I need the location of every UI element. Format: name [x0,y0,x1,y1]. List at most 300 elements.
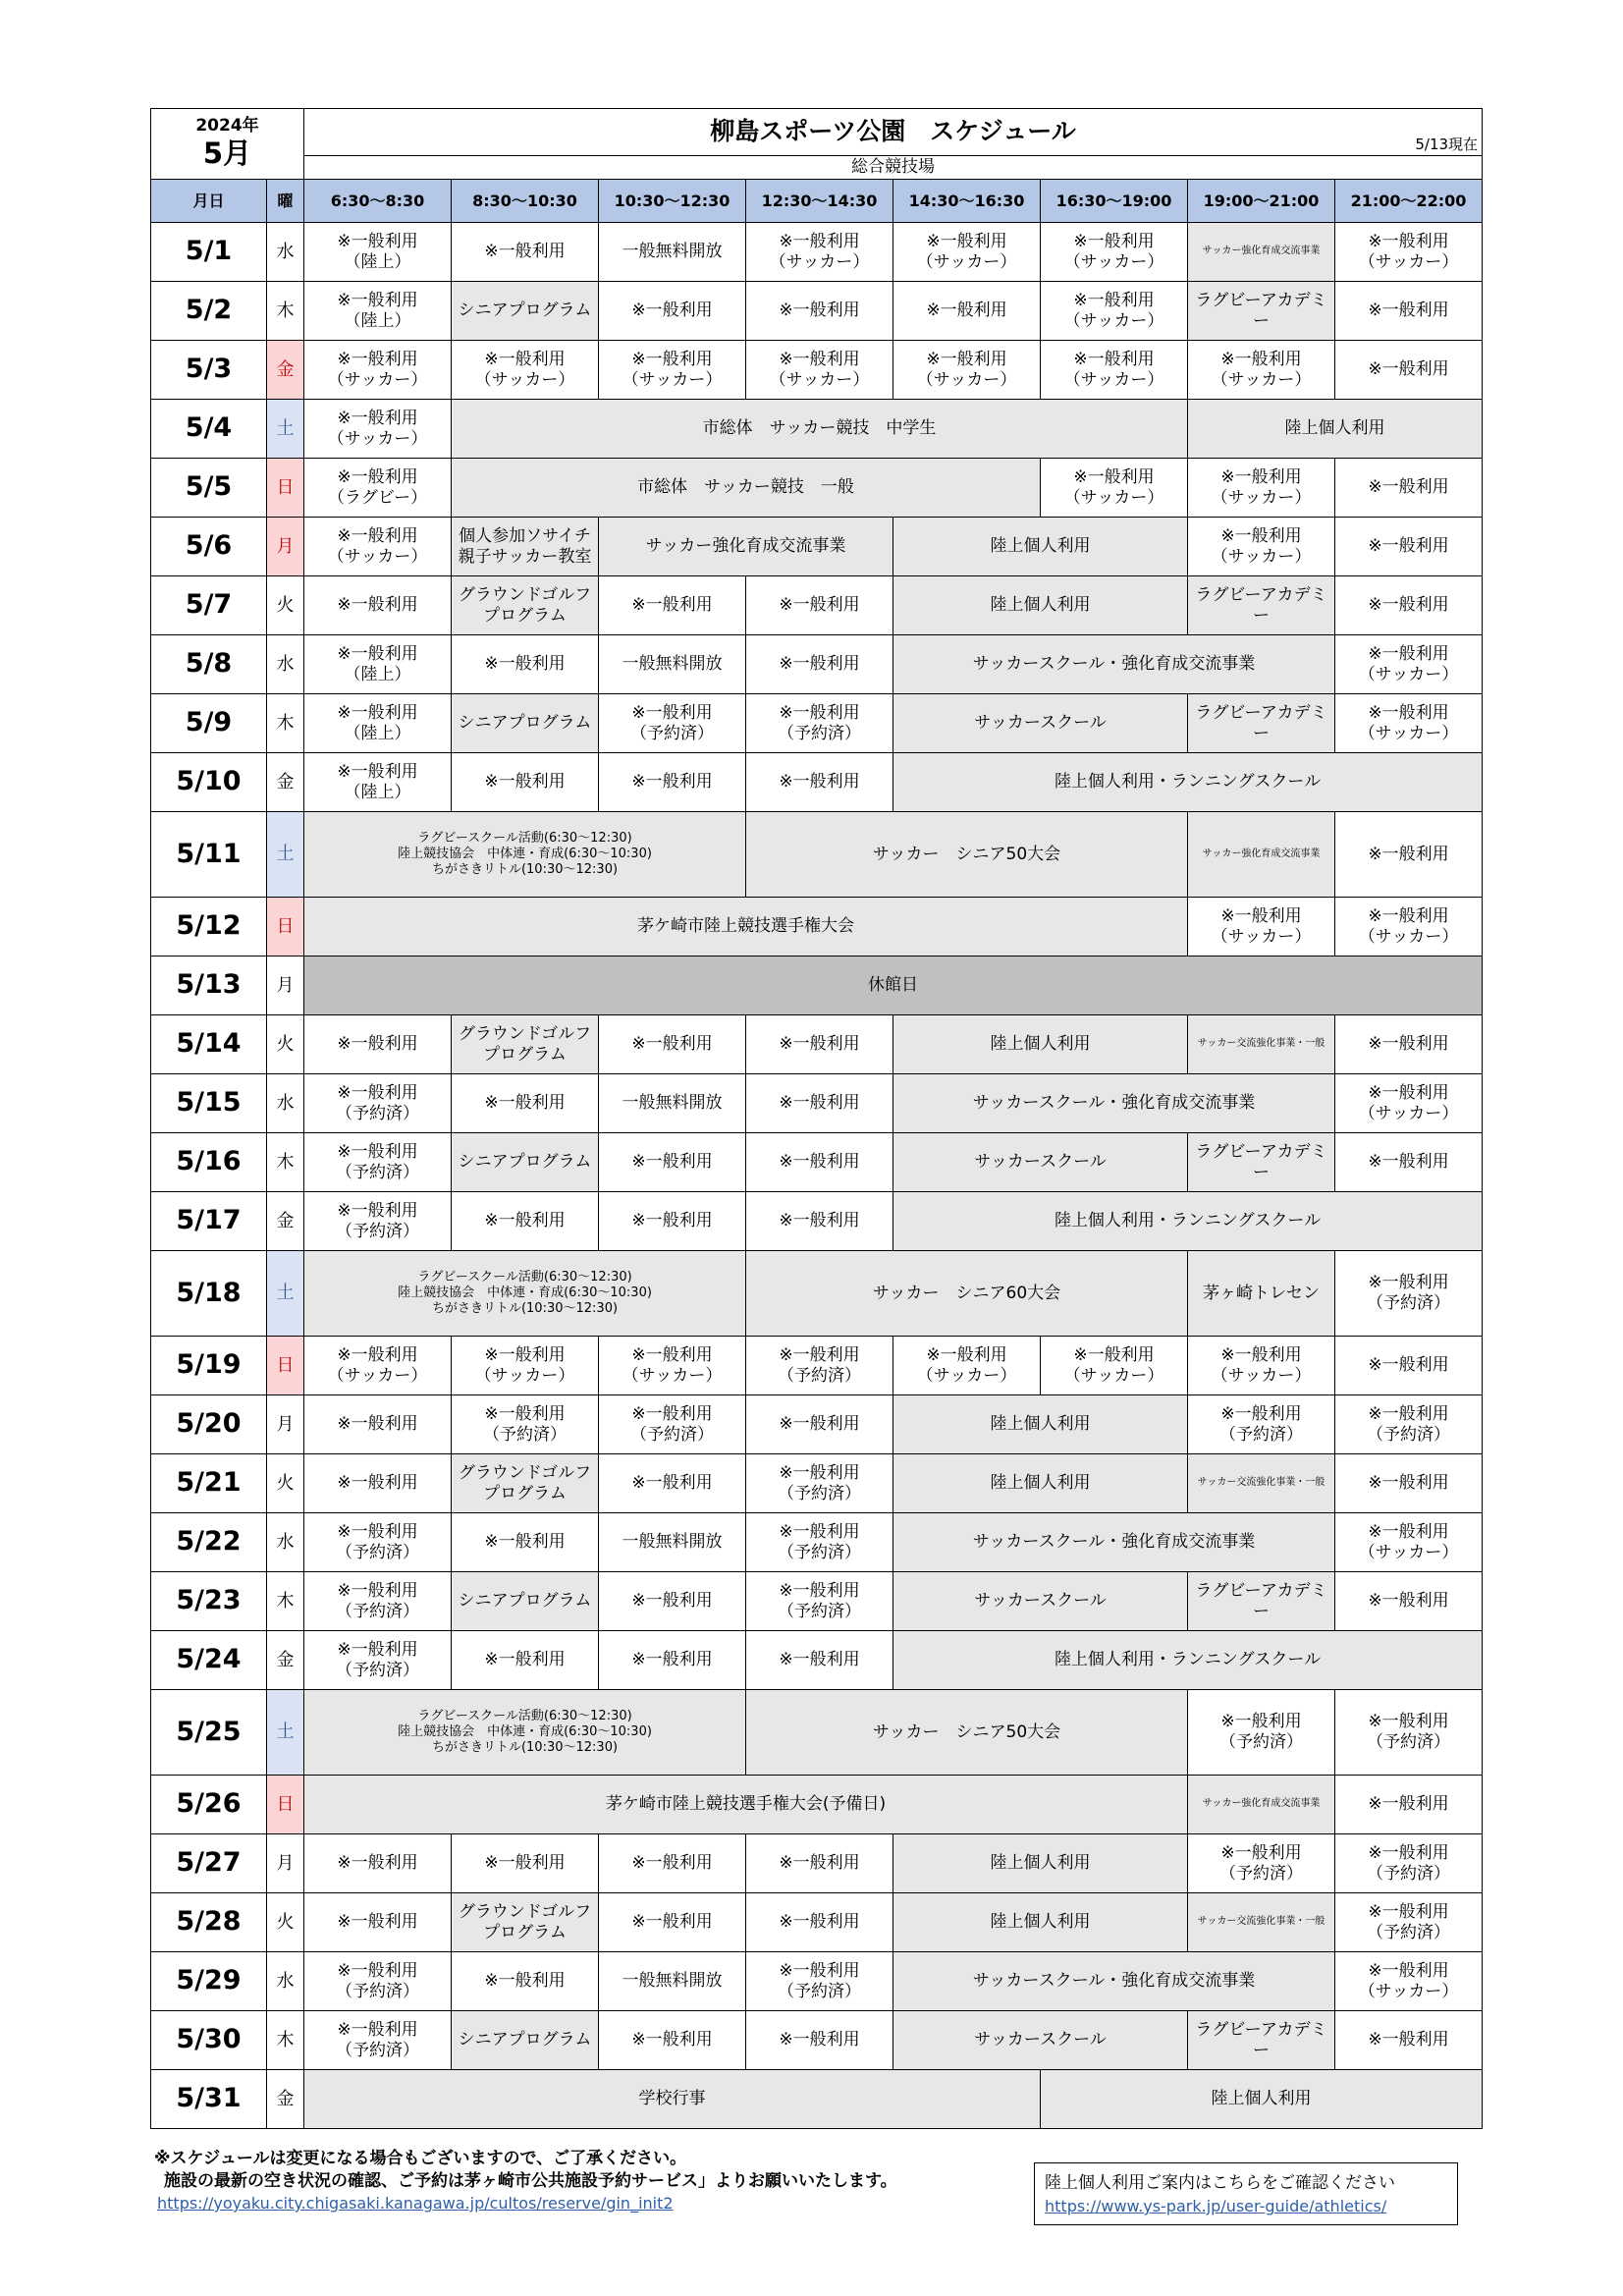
schedule-cell [599,1395,746,1454]
schedule-cell-text: ※一般利用 [779,1152,860,1173]
page-title: 柳島スポーツ公園 スケジュール [710,117,1076,146]
schedule-cell-text: シニアプログラム [458,1152,592,1173]
schedule-cell-text: サッカー強化育成交流事業 [645,536,846,557]
schedule-cell [452,1133,599,1192]
schedule-cell-text: ※一般利用 [631,772,713,793]
title-row [151,109,1483,156]
schedule-cell-text: ※一般利用 [779,2030,860,2050]
day-row [151,341,1483,400]
as-of-date: 5/13現在 [1415,135,1479,153]
schedule-cell [452,1395,599,1454]
day-weekday: 土 [267,812,304,898]
schedule-cell-text: ラグビーアカデミー [1195,1580,1327,1621]
schedule-cell-text: ※一般利用 （陸上） [337,231,418,272]
schedule-cell-text: グラウンドゴルフ プログラム [458,1023,592,1065]
day-row [151,1454,1483,1513]
schedule-cell [893,1395,1188,1454]
schedule-cell-text: ※一般利用 [1368,1355,1449,1376]
schedule-cell [304,223,452,282]
schedule-cell-text: ※一般利用 （予約済） [1367,1842,1451,1884]
schedule-cell-text: ※一般利用 [779,1211,860,1231]
schedule-cell [1188,694,1335,753]
schedule-cell-text: ※一般利用 [337,1034,418,1055]
schedule-cell-text: 市総体 サッカー競技 中学生 [702,418,937,439]
day-date: 5/11 [151,812,267,898]
schedule-cell-text: ※一般利用 [779,1853,860,1874]
schedule-cell-text: ※一般利用 [484,1093,566,1114]
day-weekday: 水 [267,635,304,694]
schedule-cell [746,282,893,341]
schedule-cell [304,2011,452,2070]
schedule-cell-text: ※一般利用 （サッカー） [1063,349,1164,390]
schedule-cell-text: ※一般利用 （サッカー） [1211,525,1312,567]
schedule-cell-text: ※一般利用 （予約済） [778,702,862,743]
schedule-cell-text: 学校行事 [638,2089,706,2109]
schedule-cell-text: ※一般利用 [1368,477,1449,498]
schedule-cell [1335,635,1483,694]
day-date: 5/10 [151,753,267,812]
day-row [151,1074,1483,1133]
schedule-cell [599,1454,746,1513]
schedule-cell-text: ※一般利用 [631,1211,713,1231]
schedule-cell-text: グラウンドゴルフ プログラム [458,1462,592,1503]
schedule-cell [746,1133,893,1192]
schedule-cell-text: 陸上個人利用 [990,595,1091,616]
schedule-cell-text: ラグビーアカデミー [1195,290,1327,331]
schedule-cell [452,1952,599,2011]
schedule-cell-text: ※一般利用 [337,1473,418,1494]
schedule-cell [746,1690,1188,1776]
schedule-cell-text: サッカースクール [974,2030,1107,2050]
schedule-cell-text: ※一般利用 [1368,359,1449,380]
schedule-cell-text: ※一般利用 （予約済） [1219,1712,1304,1752]
footer-note-1: ※スケジュールは変更になる場合もございますので、ご了承ください。 [154,2149,687,2168]
schedule-cell [1041,459,1188,518]
schedule-cell [1188,223,1335,282]
schedule-cell-text: ※一般利用 [484,1853,566,1874]
schedule-cell [746,1395,893,1454]
day-date: 5/19 [151,1337,267,1395]
schedule-cell [1188,459,1335,518]
day-row [151,518,1483,576]
schedule-cell-text: ※一般利用 （サッカー） [1211,466,1312,508]
schedule-cell [746,341,893,400]
schedule-cell [304,518,452,576]
schedule-cell [599,2011,746,2070]
schedule-cell [304,2070,1041,2129]
schedule-cell [893,518,1188,576]
schedule-cell-text: ※一般利用 [1368,1034,1449,1055]
day-row [151,957,1483,1015]
schedule-cell [1188,1133,1335,1192]
day-date: 5/24 [151,1631,267,1690]
schedule-cell-text: ※一般利用 [631,1034,713,1055]
day-date: 5/28 [151,1893,267,1952]
day-date: 5/16 [151,1133,267,1192]
schedule-cell-text: ※一般利用 [779,654,860,675]
schedule-cell-text: ※一般利用 [484,1971,566,1992]
day-weekday: 木 [267,1572,304,1631]
schedule-cell-text: ラグビーアカデミー [1195,702,1327,743]
schedule-cell-text: 一般無料開放 [622,1532,723,1553]
schedule-cell-text: 一般無料開放 [622,1093,723,1114]
schedule-cell [599,1893,746,1952]
day-date: 5/6 [151,518,267,576]
schedule-cell [452,282,599,341]
schedule-cell-text: ※一般利用 [1368,536,1449,557]
day-row [151,812,1483,898]
schedule-cell [893,341,1041,400]
time-slot-header: 21:00～22:00 [1335,180,1483,223]
athletics-info-box [1034,2162,1458,2225]
schedule-cell-text: サッカー シニア50大会 [872,1722,1061,1742]
schedule-cell [1188,898,1335,957]
schedule-cell-text: 陸上個人利用・ランニングスクール [1054,1650,1322,1670]
footer-note-2: 施設の最新の空き状況の確認、ご予約は茅ヶ崎市公共施設予約サービス」よりお願いいたします。 [164,2171,897,2191]
schedule-cell [746,223,893,282]
athletics-info-link[interactable]: https://www.ys-park.jp/user-guide/athletics/ [1045,2197,1387,2215]
schedule-cell-text: ※一般利用 [484,242,566,262]
schedule-cell [1335,1015,1483,1074]
schedule-cell [304,1133,452,1192]
schedule-cell-text: 陸上個人利用 [1284,418,1385,439]
schedule-cell [1188,1776,1335,1834]
schedule-cell [1188,282,1335,341]
day-weekday: 日 [267,459,304,518]
schedule-cell [893,223,1041,282]
time-slot-header: 19:00～21:00 [1188,180,1335,223]
day-weekday: 土 [267,1251,304,1337]
schedule-cell-text: 茅ヶ崎トレセン [1203,1283,1321,1303]
day-date: 5/12 [151,898,267,957]
day-weekday: 木 [267,694,304,753]
schedule-cell-text: ※一般利用 [631,2030,713,2050]
schedule-cell [304,400,452,459]
day-row [151,898,1483,957]
day-row [151,635,1483,694]
schedule-cell [599,1513,746,1572]
schedule-cell [746,1074,893,1133]
day-row [151,1952,1483,2011]
schedule-cell [893,1192,1483,1251]
day-date: 5/30 [151,2011,267,2070]
schedule-cell-text: ※一般利用 [631,1650,713,1670]
day-date: 5/8 [151,635,267,694]
schedule-cell [599,518,893,576]
schedule-cell-text: サッカースクール [974,713,1107,734]
schedule-cell-text: ラグビースクール活動(6:30～12:30) 陸上競技協会 中体連・育成(6:30～10:30) ちがさきリトル(10:30～12:30) [398,831,652,877]
schedule-cell-text: 市総体 サッカー競技 一般 [637,477,854,498]
day-row [151,1834,1483,1893]
schedule-cell-text: 個人参加ソサイチ 親子サッカー教室 [458,525,592,567]
schedule-cell [304,282,452,341]
schedule-cell-text: ※一般利用 （サッカー） [1063,466,1164,508]
schedule-cell-text: ※一般利用 （サッカー） [1211,349,1312,390]
schedule-cell-text: ※一般利用 [337,595,418,616]
schedule-cell-text: ※一般利用 （サッカー） [474,349,575,390]
schedule-cell [452,1454,599,1513]
schedule-cell [304,1074,452,1133]
schedule-cell [452,1337,599,1395]
schedule-cell-text: 陸上個人利用 [990,536,1091,557]
schedule-cell [452,223,599,282]
schedule-cell-text: ※一般利用 （予約済） [778,1580,862,1621]
day-weekday: 金 [267,1192,304,1251]
schedule-cell-text: ※一般利用 （陸上） [337,643,418,684]
schedule-cell [452,1074,599,1133]
schedule-cell-text: ※一般利用 （サッカー） [1063,231,1164,272]
schedule-cell [1335,223,1483,282]
schedule-cell [1188,1337,1335,1395]
schedule-cell-text: ※一般利用 [926,301,1007,321]
schedule-cell [1335,2011,1483,2070]
schedule-cell-text: ※一般利用 [1368,301,1449,321]
schedule-cell [304,635,452,694]
schedule-cell [1188,518,1335,576]
schedule-cell-text: 一般無料開放 [622,654,723,675]
schedule-cell [1335,1572,1483,1631]
schedule-cell-text: ラグビーアカデミー [1195,1141,1327,1182]
schedule-cell [746,1192,893,1251]
schedule-cell-text: ※一般利用 （陸上） [337,290,418,331]
day-row [151,459,1483,518]
day-date: 5/27 [151,1834,267,1893]
day-weekday: 日 [267,1337,304,1395]
title-cell [304,109,1483,156]
schedule-cell-text: ※一般利用 [631,1152,713,1173]
schedule-cell [452,518,599,576]
schedule-cell [304,1192,452,1251]
schedule-cell-text: ※一般利用 （予約済） [336,1639,420,1680]
day-weekday: 水 [267,223,304,282]
schedule-cell [452,1513,599,1572]
schedule-cell-text: ※一般利用 （予約済） [336,1082,420,1123]
schedule-cell [1335,576,1483,635]
schedule-cell [893,282,1041,341]
schedule-cell-text: ※一般利用 （サッカー） [769,349,870,390]
schedule-cell [893,1337,1041,1395]
day-row [151,576,1483,635]
schedule-cell-text: ※一般利用 [1368,1591,1449,1612]
schedule-cell [452,400,1188,459]
schedule-cell [452,1015,599,1074]
day-weekday: 月 [267,957,304,1015]
day-date: 5/29 [151,1952,267,2011]
schedule-cell [599,1834,746,1893]
schedule-cell-text: ※一般利用 [1368,1473,1449,1494]
schedule-cell [304,753,452,812]
schedule-cell [1041,223,1188,282]
schedule-cell [304,812,746,898]
schedule-cell [1335,1690,1483,1776]
schedule-cell-text: ※一般利用 [337,1853,418,1874]
schedule-cell [304,1251,746,1337]
schedule-cell-text: ※一般利用 （予約済） [778,1521,862,1562]
schedule-cell [599,282,746,341]
schedule-cell-text: ※一般利用 （サッカー） [916,231,1017,272]
schedule-cell-text: ※一般利用 （予約済） [336,1960,420,2001]
schedule-cell [304,694,452,753]
schedule-cell-text: 陸上個人利用 [990,1473,1091,1494]
schedule-cell-text: サッカー交流強化事業・一般 [1197,1038,1325,1050]
schedule-cell-text: ※一般利用 [484,654,566,675]
schedule-cell-text: グラウンドゴルフ プログラム [458,584,592,626]
day-weekday: 月 [267,518,304,576]
schedule-cell-text: サッカー交流強化事業・一般 [1197,1916,1325,1928]
schedule-cell-text: 一般無料開放 [622,1971,723,1992]
schedule-cell-text: ※一般利用 （サッカー） [1358,231,1459,272]
month-header [151,109,304,180]
schedule-cell-text: サッカー シニア50大会 [872,844,1061,864]
schedule-cell-text: ※一般利用 （サッカー） [327,349,428,390]
schedule-cell-text: シニアプログラム [458,713,592,734]
schedule-cell [599,694,746,753]
schedule-cell [1188,576,1335,635]
schedule-cell [746,1834,893,1893]
schedule-cell [599,1074,746,1133]
schedule-cell [746,1893,893,1952]
day-row [151,1572,1483,1631]
schedule-cell-text: 陸上個人利用 [990,1414,1091,1435]
schedule-cell [304,1631,452,1690]
schedule-cell [893,1631,1483,1690]
time-slot-header: 8:30～10:30 [452,180,599,223]
schedule-cell [893,1015,1188,1074]
schedule-cell-text: ※一般利用 （予約済） [336,1141,420,1182]
schedule-cell [1188,1454,1335,1513]
day-weekday: 金 [267,753,304,812]
day-row [151,753,1483,812]
schedule-cell-text: ※一般利用 [631,301,713,321]
schedule-cell [452,459,1041,518]
schedule-cell-text: グラウンドゴルフ プログラム [458,1901,592,1942]
schedule-cell-text: ※一般利用 （サッカー） [327,408,428,449]
schedule-cell-text: ※一般利用 [779,1414,860,1435]
schedule-cell-text: ※一般利用 （サッカー） [1211,1344,1312,1386]
day-date: 5/17 [151,1192,267,1251]
schedule-cell-text: ※一般利用 （サッカー） [1358,1960,1459,2001]
schedule-cell-text: ※一般利用 （サッカー） [1358,1521,1459,1562]
schedule-cell-text: ※一般利用 （サッカー） [622,1344,723,1386]
schedule-cell [746,1952,893,2011]
schedule-cell-text: ※一般利用 [1368,844,1449,864]
schedule-cell-text: ※一般利用 [484,1532,566,1553]
day-date: 5/3 [151,341,267,400]
schedule-cell [1041,2070,1483,2129]
schedule-cell-text: ※一般利用 [631,1591,713,1612]
schedule-cell-text: ※一般利用 （予約済） [630,1403,715,1445]
day-weekday: 日 [267,1776,304,1834]
schedule-cell [1335,1133,1483,1192]
schedule-cell-text: ※一般利用 （予約済） [483,1403,568,1445]
schedule-cell [746,1251,1188,1337]
schedule-cell [599,1192,746,1251]
schedule-cell [304,1690,746,1776]
schedule-cell [1188,1572,1335,1631]
schedule-cell [1041,1337,1188,1395]
schedule-cell [304,1337,452,1395]
schedule-cell-text: 茅ケ崎市陸上競技選手権大会(予備日) [605,1794,887,1815]
schedule-cell [893,1893,1188,1952]
schedule-cell-text: ※一般利用 [631,595,713,616]
schedule-cell-text: ※一般利用 [631,1473,713,1494]
schedule-cell [1335,1337,1483,1395]
schedule-cell [452,1572,599,1631]
schedule-cell [893,1513,1335,1572]
schedule-cell-text: ※一般利用 [484,1650,566,1670]
schedule-cell [1335,1395,1483,1454]
reservation-link[interactable]: https://yoyaku.city.chigasaki.kanagawa.jp/cultos/reserve/gin_init2 [157,2194,674,2213]
schedule-cell-text: ※一般利用 （予約済） [1367,1712,1451,1752]
schedule-cell [746,576,893,635]
schedule-cell [599,1572,746,1631]
day-weekday: 木 [267,1133,304,1192]
schedule-cell-text: ラグビースクール活動(6:30～12:30) 陸上競技協会 中体連・育成(6:30～10:30) ちがさきリトル(10:30～12:30) [398,1709,652,1755]
venue-label: 総合競技場 [304,156,1483,180]
day-row [151,1251,1483,1337]
schedule-cell [599,1015,746,1074]
schedule-cell-text: 陸上個人利用 [990,1912,1091,1933]
schedule-cell [1335,1454,1483,1513]
schedule-cell-text: ※一般利用 [1368,595,1449,616]
schedule-cell-text: ※一般利用 [631,1853,713,1874]
schedule-cell-text: ※一般利用 （サッカー） [1358,905,1459,947]
schedule-cell [746,1454,893,1513]
schedule-cell [893,576,1188,635]
day-date: 5/1 [151,223,267,282]
schedule-cell-text: ※一般利用 （サッカー） [1063,290,1164,331]
schedule-cell [304,1572,452,1631]
day-weekday: 土 [267,1690,304,1776]
day-date: 5/15 [151,1074,267,1133]
venue-row [151,156,1483,180]
schedule-cell [1188,812,1335,898]
day-weekday: 日 [267,898,304,957]
day-date: 5/7 [151,576,267,635]
day-weekday: 火 [267,576,304,635]
schedule-cell [599,635,746,694]
schedule-cell-text: ※一般利用 [1368,1152,1449,1173]
schedule-cell [452,2011,599,2070]
schedule-cell [452,1631,599,1690]
day-weekday: 金 [267,341,304,400]
schedule-cell [599,223,746,282]
schedule-cell [893,1074,1335,1133]
day-date: 5/2 [151,282,267,341]
schedule-cell [304,1513,452,1572]
schedule-cell-text: サッカースクール・強化育成交流事業 [972,1971,1256,1992]
schedule-cell [599,1133,746,1192]
schedule-cell-text: ※一般利用 [337,1912,418,1933]
schedule-cell [1188,1834,1335,1893]
schedule-cell-text: 一般無料開放 [622,242,723,262]
day-row [151,1893,1483,1952]
schedule-cell [746,1631,893,1690]
day-date: 5/21 [151,1454,267,1513]
schedule-table [150,108,1483,2129]
schedule-cell-text: ※一般利用 （サッカー） [1211,905,1312,947]
schedule-cell [452,753,599,812]
schedule-cell-text: シニアプログラム [458,1591,592,1612]
schedule-cell-text: ※一般利用 （陸上） [337,761,418,802]
schedule-cell-text: ※一般利用 [779,1034,860,1055]
schedule-cell-text: 陸上個人利用 [990,1034,1091,1055]
schedule-cell-text: ※一般利用 [779,1650,860,1670]
schedule-cell [893,1133,1188,1192]
schedule-cell-text: サッカー シニア60大会 [872,1283,1061,1303]
schedule-cell-text: シニアプログラム [458,301,592,321]
col-date-header: 月日 [151,180,267,223]
